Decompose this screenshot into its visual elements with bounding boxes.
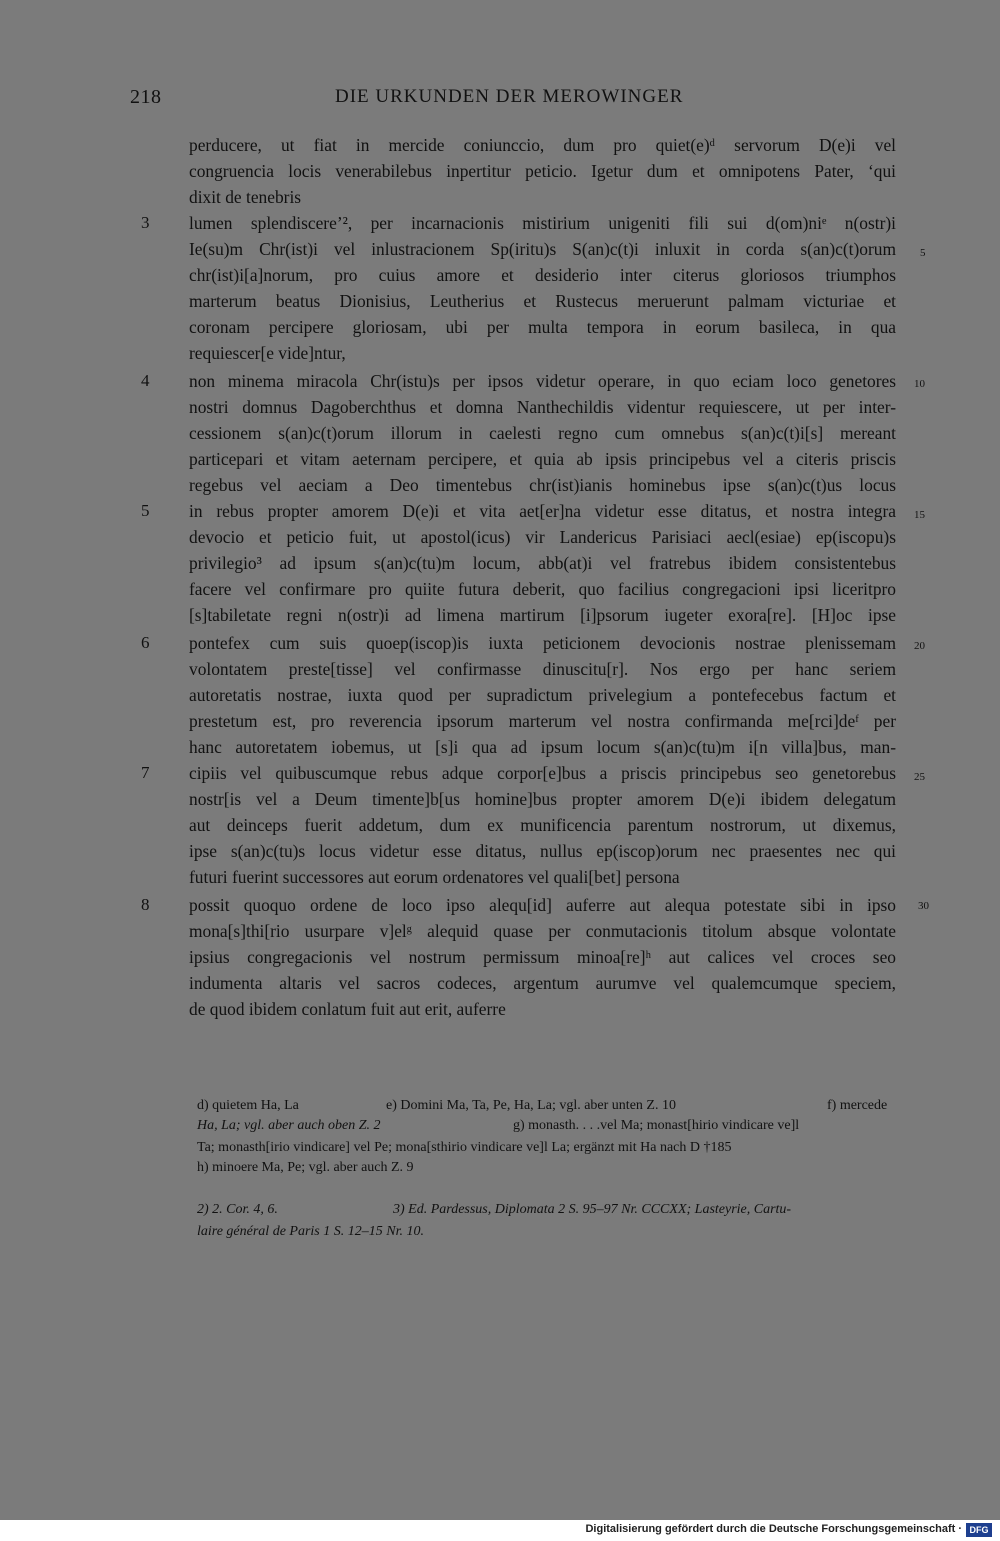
text-line: devocio et peticio fuit, ut apostol(icus) vir Landericus Parisiaci aecl(esiae) ep(iscopu)s	[189, 527, 896, 547]
section-number: 6	[141, 633, 150, 652]
text-line: pontefex cum suis quoep(iscop)is iuxta peticionem devocionis nostrae plenissemam	[189, 633, 896, 653]
margin-line-number: 10	[914, 378, 925, 390]
page-header	[130, 86, 900, 116]
footnote-d: d) quietem Ha, La	[197, 1098, 299, 1113]
footnote-row	[197, 1098, 900, 1118]
margin-line-number: 25	[914, 771, 925, 783]
text-line: [s]tabiletate regni n(ostr)i ad limena martirum [i]psorum iugeter exora[re]. [H]oc ipse	[189, 605, 896, 625]
text-line: futuri fuerint successores aut eorum ordenatores vel quali[bet] persona	[189, 867, 680, 887]
source-note-3-continued: laire général de Paris 1 S. 12–15 Nr. 10.	[197, 1224, 424, 1239]
text-line: facere vel confirmare pro quiite futura deberit, quo facilius congregacioni ipsi liceritpro	[189, 579, 896, 599]
text-line: aut deinceps fuerit addetum, dum ex munificencia parentum nostrorum, ut dixemus,	[189, 815, 896, 835]
margin-line-number: 15	[914, 509, 925, 521]
margin-line-number: 20	[914, 640, 925, 652]
text-line: cessionem s(an)c(t)orum illorum in caelesti regno cum omnebus s(an)c(t)i[s] mereant	[189, 423, 896, 443]
footnote-h: h) minoere Ma, Pe; vgl. aber auch Z. 9	[197, 1160, 414, 1175]
source-note-2: 2) 2. Cor. 4, 6.	[197, 1202, 278, 1217]
footnote-f: f) mercede	[827, 1098, 888, 1113]
running-title: DIE URKUNDEN DER MEROWINGER	[335, 86, 684, 107]
text-line: ipse s(an)c(tu)s locus videtur esse ditatus, nullus ep(iscop)orum nec praesentes nec qui	[189, 841, 896, 861]
text-line: hanc autoretatem iobemus, ut [s]i qua ad ipsum locum s(an)c(tu)m i[n villa]bus, man-	[189, 737, 896, 757]
text-line: volontatem preste[tisse] vel confirmasse dinuscitu[r]. Nos ergo per hanc seriem	[189, 659, 896, 679]
text-line: privilegio³ ad ipsum s(an)c(tu)m locum, abb(at)i vel fratrebus ibidem consistentebus	[189, 553, 896, 573]
text-line: in rebus propter amorem D(e)i et vita aet[er]na videtur esse ditatus, et nostra integra	[189, 501, 896, 521]
text-line: regebus vel aeciam a Deo timentebus chr(ist)ianis hominebus ipse s(an)c(t)us locus	[189, 475, 896, 495]
text-line: mona[s]thi[rio usurpare v]elᵍ alequid quase per conmutacionis titolum absque volontate	[189, 921, 896, 941]
text-line: non minema miracola Chr(istu)s per ipsos videtur operare, in quo eciam loco genetores	[189, 371, 896, 391]
text-line: lumen splendiscere’², per incarnacionis mistirium unigeniti fili sui d(om)niᵉ n(ostr)i	[189, 213, 896, 233]
funding-notice-bar	[0, 1520, 1000, 1541]
text-line: requiescer[e vide]ntur,	[189, 343, 346, 363]
text-line: coronam percipere gloriosam, ubi per multa tempora in eorum basileca, in qua	[189, 317, 896, 337]
text-line: chr(ist)i[a]norum, pro cuius amore et desiderio inter citerus gloriosos triumphos	[189, 265, 896, 285]
dfg-logo-icon[interactable]: DFG	[966, 1523, 992, 1537]
text-line: dixit de tenebris	[189, 187, 302, 207]
margin-line-number: 5	[920, 247, 926, 259]
section-number: 7	[141, 763, 150, 782]
text-line: nostr[is vel a Deum timente]b[us homine]bus propter amorem D(e)i ibidem delegatum	[189, 789, 896, 809]
source-note-3: 3) Ed. Pardessus, Diplomata 2 S. 95–97 Nr. CCCXX; Lasteyrie, Cartu-	[393, 1202, 792, 1217]
margin-line-number: 30	[918, 900, 929, 912]
footnote-g: g) monasth. . . .vel Ma; monast[hirio vindicare ve]l	[513, 1118, 800, 1133]
text-line: congruencia locis venerabilebus inpertitur peticio. Igetur dum et omnipotens Pater, ‘qui	[189, 161, 896, 181]
footnote-row	[197, 1118, 900, 1138]
text-line: perducere, ut fiat in mercide coniunccio, dum pro quiet(e)ᵈ servorum D(e)i vel	[189, 135, 896, 155]
text-line: nostri domnus Dagoberchthus et domna Nanthechildis videntur requiescere, ut per inter-	[189, 397, 896, 417]
source-note-row	[197, 1202, 900, 1222]
footnote-e: e) Domini Ma, Ta, Pe, Ha, La; vgl. aber unten Z. 10	[386, 1098, 676, 1113]
text-line: particepari et vitam aeternam percipere, et quia ab ipsis principebus vel a citeris priscis	[189, 449, 896, 469]
funding-notice: Digitalisierung gefördert durch die Deutsche Forschungsgemeinschaft ·	[585, 1523, 962, 1535]
footnote-g-continued: Ta; monasth[irio vindicare] vel Pe; mona[sthirio vindicare ve]l La; ergänzt mit Ha nach D †185	[197, 1140, 732, 1155]
page-number: 218	[130, 86, 162, 108]
text-line: autoretatis nostrae, iuxta quod per supradictum privelegium a pontefecebus factum et	[189, 685, 896, 705]
section-number: 8	[141, 895, 150, 914]
footnote-f-continued: Ha, La; vgl. aber auch oben Z. 2	[197, 1118, 381, 1133]
section-number: 3	[141, 213, 150, 232]
text-line: marterum beatus Dionisius, Leutherius et Rustecus meruerunt palmam victuriae et	[189, 291, 896, 311]
text-line: Ie(su)m Chr(ist)i vel inlustracionem Sp(iritu)s S(an)c(t)i inluxit in corda s(an)c(t)orum	[189, 239, 896, 259]
text-line: indumenta altaris vel sacros codeces, argentum aurumve vel qualemcumque speciem,	[189, 973, 896, 993]
text-line: de quod ibidem conlatum fuit aut erit, auferre	[189, 999, 506, 1019]
text-line: prestetum est, pro reverencia ipsorum marterum vel nostra confirmanda me[rci]deᶠ per	[189, 711, 896, 731]
section-number: 5	[141, 501, 150, 520]
text-line: ipsius congregacionis vel nostrum permissum minoa[re]ʰ aut calices vel croces seo	[189, 947, 896, 967]
section-number: 4	[141, 371, 150, 390]
text-line: cipiis vel quibuscumque rebus adque corpor[e]bus a priscis principebus seo genetorebus	[189, 763, 896, 783]
text-line: possit quoquo ordene de loco ipso alequ[id] auferre aut alequa potestate sibi in ipso	[189, 895, 896, 915]
